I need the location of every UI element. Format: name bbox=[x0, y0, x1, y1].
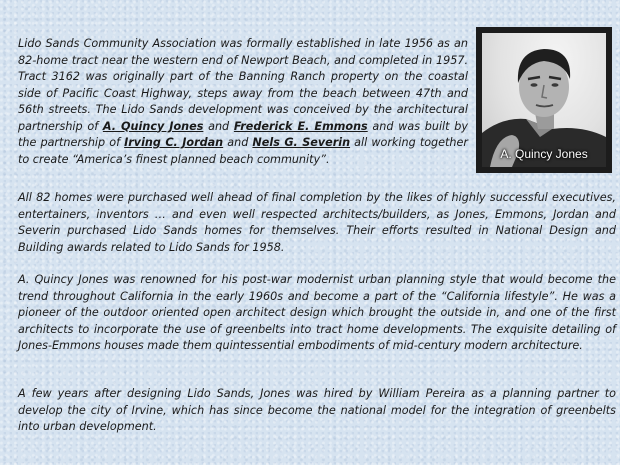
intro-paragraph bbox=[18, 36, 468, 168]
irvine-paragraph: A few years after designing Lido Sands, Jones was hired by William Pereira as a planning partner to develop the city of Irvine, which has since become the national model for the integration of greenbelts into urban development. bbox=[18, 387, 616, 433]
intro-text-1: Lido Sands Community Association was formally established in late 1956 as an 82-home tract near the western end of Newport Beach, and completed in 1957. Tract 3162 was originally part of the Banning Ranch property on the coastal side of Pacific Coast Highway, steps away from the beach between 47th and 56th streets. The Lido Sands development was conceived by the architectural partnership of bbox=[18, 37, 468, 133]
jones-paragraph: A. Quincy Jones was renowned for his post-war modernist urban planning style that would become the trend throughout California in the early 1960s and become a part of the “California lifestyle”. He was a pioneer of the outdoor oriented open architect design which brought the outside in, and one of the first architects to incorporate the use of greenbelts into tract home developments. The exquisite detailing of Jones-Emmons houses made them quintessential embodiments of mid-century modern architecture. bbox=[18, 273, 616, 352]
intro-text-4: and bbox=[223, 136, 253, 149]
portrait-photo-icon bbox=[482, 33, 606, 167]
portrait-frame bbox=[476, 27, 612, 173]
link-a-quincy-jones[interactable]: A. Quincy Jones bbox=[102, 119, 204, 133]
intro-text-2: and bbox=[203, 119, 234, 133]
link-nels-g-severin[interactable]: Nels G. Severin bbox=[252, 136, 351, 149]
homes-paragraph: All 82 homes were purchased well ahead of final completion by the likes of highly successful executives, entertainers, inventors … and even well respected architects/builders, as Jones, Emmons, Jordan and Severin purchased Lido Sands homes for themselves. Their efforts resulted in National Design and Building awards related to Lido Sands for 1958. bbox=[18, 191, 616, 254]
link-frederick-e-emmons[interactable]: Frederick E. Emmons bbox=[233, 119, 368, 133]
portrait-caption: A. Quincy Jones bbox=[500, 147, 588, 161]
intro-text-5: all working together to create “America’s finest planned beach community”. bbox=[18, 136, 468, 166]
intro-text-3: and was built by the partnership of bbox=[18, 119, 468, 149]
link-irving-c-jordan[interactable]: Irving C. Jordan bbox=[124, 136, 224, 149]
